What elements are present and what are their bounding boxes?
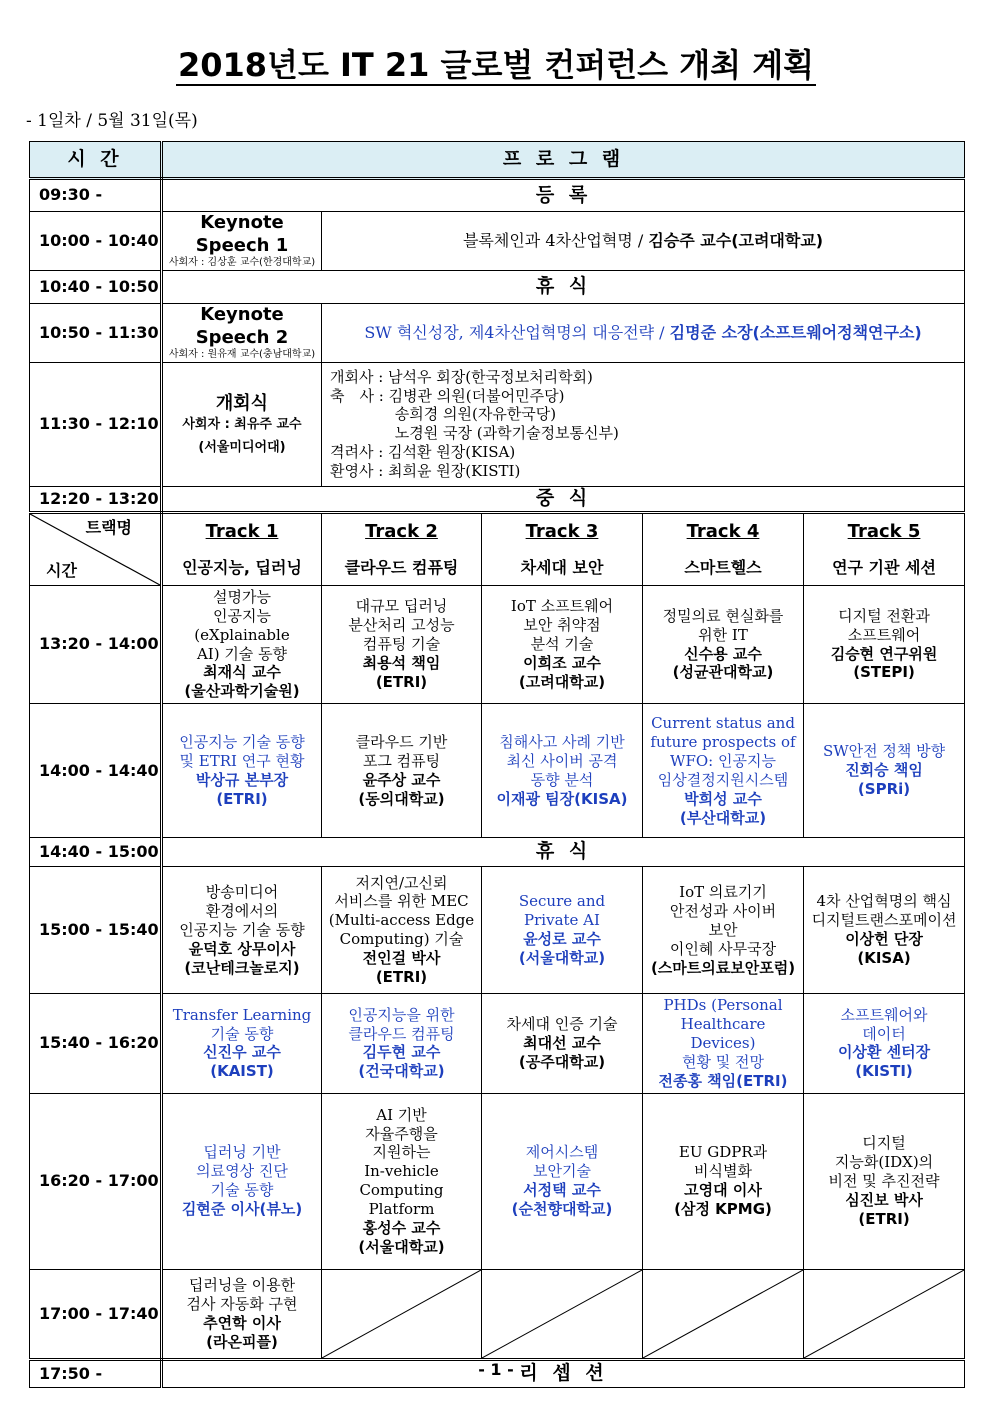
session-cell bbox=[643, 585, 804, 703]
track-header-3 bbox=[482, 512, 643, 585]
session-cell bbox=[643, 867, 804, 994]
session-topic-line: 제어시스템 bbox=[525, 1143, 599, 1162]
time-cell: 10:40 - 10:50 bbox=[30, 270, 162, 303]
session-topic-line: 검사 자동화 구현 bbox=[186, 1294, 298, 1313]
session-topic-line: EU GDPR과 bbox=[678, 1143, 768, 1162]
session-speaker-line: 윤주상 교수 bbox=[362, 770, 441, 789]
session-speaker-line: 서정택 교수 bbox=[523, 1181, 601, 1200]
session-topic-line: 딥러닝을 이용한 bbox=[188, 1275, 296, 1294]
empty-diagonal bbox=[322, 1270, 481, 1358]
session-speaker-line: 최대선 교수 bbox=[523, 1034, 601, 1052]
session-cell bbox=[643, 1093, 804, 1269]
session-topic-line: IoT 소프트웨어 bbox=[510, 597, 614, 616]
session-topic-line: 컴퓨팅 기술 bbox=[362, 635, 441, 654]
session-speaker-line: 이희조 교수 bbox=[523, 653, 601, 672]
session-speaker-line: (동의대학교) bbox=[358, 789, 445, 808]
time-cell: 09:30 - bbox=[30, 179, 162, 212]
break-label: 휴 식 bbox=[162, 838, 965, 867]
session-topic-line: 보안 취약점 bbox=[523, 616, 601, 635]
lunch-label: 중 식 bbox=[162, 486, 965, 512]
session-topic-line: 소프트웨어 bbox=[847, 625, 921, 644]
session-speaker-line: (공주대학교) bbox=[518, 1052, 606, 1071]
time-cell: 10:50 - 11:30 bbox=[30, 303, 162, 362]
session-cell bbox=[482, 585, 643, 703]
session-speaker-line: 신수용 교수 bbox=[684, 644, 762, 663]
session-topic-line: Healthcare Devices) bbox=[680, 1015, 766, 1052]
session-topic-line: 기술 동향 bbox=[210, 1024, 274, 1043]
session-speaker-line: 윤덕호 상무이사 bbox=[188, 939, 296, 958]
opening-line: 환영사 : 최희윤 원장(KISTI) bbox=[330, 462, 521, 481]
session-topic-line: 침해사고 사례 기반 bbox=[499, 732, 625, 751]
session-topic-line: Platform bbox=[368, 1200, 435, 1219]
session-topic-line: AI) 기술 동향 bbox=[196, 644, 288, 663]
session-speaker-line: (부산대학교) bbox=[679, 808, 767, 827]
session-topic-line: 디지털 전환과 bbox=[838, 606, 930, 625]
session-cell bbox=[322, 994, 482, 1093]
session-cell bbox=[804, 585, 965, 703]
session-topic-line: 디지털트랜스포메이션 bbox=[811, 911, 957, 930]
keynote1-topic: 블록체인과 4차산업혁명 / bbox=[462, 230, 649, 250]
track-subtitle: 차세대 보안 bbox=[520, 557, 604, 577]
session-topic-line: 저지연/고신뢰 bbox=[355, 873, 448, 892]
session-speaker-line: 고영대 이사 bbox=[684, 1181, 762, 1200]
session-speaker-line: 최용석 책임 bbox=[362, 653, 441, 672]
keynote2-moderator: 사회자 : 원유재 교수(충남대학교) bbox=[168, 349, 316, 361]
session-topic-line: Computing) 기술 bbox=[339, 930, 464, 949]
session-topic-line: 인공지능 기술 동향 bbox=[179, 920, 305, 939]
session-speaker-line: 김두현 교수 bbox=[362, 1043, 441, 1062]
session-speaker-line: (STEPI) bbox=[853, 663, 915, 682]
session-topic-line: 분산처리 고성능 bbox=[348, 616, 455, 635]
empty-session-cell bbox=[322, 1269, 482, 1359]
session-topic-line: 보안기술 bbox=[533, 1162, 591, 1181]
session-topic-line: IoT 의료기기 bbox=[679, 882, 767, 901]
session-topic-line: 보안 bbox=[708, 920, 738, 939]
session-speaker-line: 추연학 이사 bbox=[203, 1313, 281, 1332]
session-speaker-line: 이상헌 단장 bbox=[845, 930, 923, 949]
track-header-4 bbox=[643, 512, 804, 585]
time-cell: 16:20 - 17:00 bbox=[30, 1093, 162, 1269]
page-number: - 1 - bbox=[478, 1360, 514, 1379]
session-topic-line: 대규모 딥러닝 bbox=[355, 597, 448, 616]
session-cell bbox=[804, 994, 965, 1093]
time-cell: 14:00 - 14:40 bbox=[30, 704, 162, 838]
opening-title-cell bbox=[162, 362, 322, 486]
track-header-1 bbox=[162, 512, 322, 585]
session-topic-line: 의료영상 진단 bbox=[196, 1162, 288, 1181]
track-title: Track 2 bbox=[365, 520, 438, 542]
session-speaker-line: (KISTI) bbox=[855, 1062, 913, 1081]
session-topic-line: 데이터 bbox=[862, 1024, 906, 1043]
session-cell bbox=[643, 994, 804, 1093]
session-cell bbox=[162, 994, 322, 1093]
session-cell bbox=[322, 585, 482, 703]
session-speaker-line: (서울대학교) bbox=[518, 949, 606, 968]
session-speaker-line: 김승현 연구위원 bbox=[830, 644, 938, 663]
session-topic-line: Secure and bbox=[518, 892, 606, 911]
session-cell bbox=[482, 867, 643, 994]
day-subtitle: - 1일차 / 5월 31일(목) bbox=[26, 111, 198, 131]
opening-line: 격려사 : 김석환 원장(KISA) bbox=[330, 443, 516, 462]
opening-moderator-org: (서울미디어대) bbox=[198, 439, 286, 455]
keynote2-topic-cell bbox=[322, 303, 965, 362]
session-speaker-line: (삼정 KPMG) bbox=[674, 1200, 772, 1219]
empty-session-cell bbox=[482, 1269, 643, 1359]
session-topic-line: 차세대 인증 기술 bbox=[506, 1015, 618, 1034]
session-topic-line: 임상결정지원시스템 bbox=[657, 770, 789, 789]
session-topic-line: PHDs (Personal bbox=[663, 996, 783, 1015]
session-topic-line: In-vehicle bbox=[364, 1162, 439, 1181]
session-cell bbox=[162, 704, 322, 838]
session-topic-line: WFO: 인공지능 bbox=[670, 751, 776, 770]
session-cell bbox=[482, 1093, 643, 1269]
opening-moderator: 사회자 : 최유주 교수 bbox=[182, 417, 302, 433]
time-cell: 10:00 - 10:40 bbox=[30, 212, 162, 271]
session-topic-line: 및 ETRI 연구 현황 bbox=[179, 751, 305, 770]
session-speaker-line: (서울대학교) bbox=[358, 1237, 445, 1256]
keynote1-speaker: 김승주 교수(고려대학교) bbox=[648, 230, 824, 250]
session-speaker-line: (코난테크놀로지) bbox=[184, 958, 300, 977]
opening-title: 개회식 bbox=[215, 392, 269, 414]
schedule-table bbox=[29, 141, 965, 1388]
session-speaker-line: (KISA) bbox=[857, 949, 911, 968]
time-cell: 11:30 - 12:10 bbox=[30, 362, 162, 486]
time-cell: 12:20 - 13:20 bbox=[30, 486, 162, 512]
opening-program bbox=[322, 362, 965, 486]
empty-diagonal bbox=[643, 1270, 803, 1358]
session-speaker-line: 박희성 교수 bbox=[684, 789, 762, 808]
session-cell bbox=[643, 704, 804, 838]
session-topic-line: 기술 동향 bbox=[210, 1181, 274, 1200]
track-title: Track 4 bbox=[686, 520, 760, 542]
session-topic-line: 방송미디어 bbox=[205, 882, 279, 901]
session-cell bbox=[804, 867, 965, 994]
time-cell: 17:50 - bbox=[30, 1359, 162, 1387]
session-speaker-line: 김현준 이사(뷰노) bbox=[181, 1200, 303, 1219]
session-topic-line: 서비스를 위한 MEC bbox=[334, 892, 469, 911]
session-topic-line: Private AI bbox=[524, 911, 600, 930]
session-speaker-line: 최재식 교수 bbox=[203, 663, 281, 682]
keynote1-title-cell bbox=[162, 212, 322, 271]
corner-time-label: 시간 bbox=[46, 560, 77, 580]
session-topic-line: 자율주행을 bbox=[365, 1124, 438, 1143]
track-title: Track 3 bbox=[525, 520, 599, 542]
session-topic-line: 동향 분석 bbox=[530, 770, 594, 789]
track-header-2 bbox=[322, 512, 482, 585]
empty-diagonal bbox=[804, 1270, 964, 1358]
session-topic-line: SW안전 정책 방향 bbox=[822, 742, 946, 761]
session-topic-line: Current status and bbox=[651, 714, 795, 733]
track-subtitle: 스마트헬스 bbox=[684, 557, 762, 577]
session-cell bbox=[162, 1093, 322, 1269]
session-topic-line: 인공지능을 위한 bbox=[348, 1005, 455, 1024]
header-time: 시 간 bbox=[30, 142, 162, 179]
session-cell bbox=[162, 585, 322, 703]
session-speaker-line: (고려대학교) bbox=[518, 672, 606, 691]
session-cell bbox=[162, 867, 322, 994]
session-speaker-line: 홍성수 교수 bbox=[362, 1218, 441, 1237]
keynote1-title: Keynote Speech 1 bbox=[195, 212, 289, 256]
opening-line: 노경원 국장 (과학기술정보통신부) bbox=[330, 424, 619, 443]
session-topic-line: 인공지능 기술 동향 bbox=[179, 732, 305, 751]
keynote2-title: Keynote Speech 2 bbox=[195, 303, 289, 348]
session-topic-line: 안전성과 사이버 bbox=[669, 901, 777, 920]
opening-line: 송희경 의원(자유한국당) bbox=[330, 405, 557, 424]
track-title: Track 5 bbox=[847, 520, 921, 542]
session-topic-line: 이인혜 사무국장 bbox=[669, 939, 777, 958]
time-cell: 13:20 - 14:00 bbox=[30, 585, 162, 703]
keynote1-moderator: 사회자 : 김상훈 교수(한경대학교) bbox=[168, 257, 316, 269]
opening-line: 축 사 : 김병관 의원(더불어민주당) bbox=[330, 386, 565, 405]
session-speaker-line: (성균관대학교) bbox=[672, 663, 774, 682]
track-corner-cell bbox=[30, 512, 162, 585]
session-speaker-line: (ETRI) bbox=[216, 789, 268, 808]
session-speaker-line: 이재광 팀장(KISA) bbox=[496, 789, 628, 808]
session-speaker-line: (KAIST) bbox=[210, 1062, 274, 1081]
session-topic-line: 디지털 bbox=[862, 1133, 906, 1152]
track-subtitle: 인공지능, 딥러닝 bbox=[182, 557, 302, 577]
session-speaker-line: 이상환 센터장 bbox=[837, 1043, 931, 1062]
session-topic-line: 설명가능 bbox=[213, 587, 271, 606]
session-topic-line: 지능화(IDX)의 bbox=[834, 1152, 934, 1171]
session-cell bbox=[322, 1093, 482, 1269]
session-speaker-line: (스마트의료보안포럼) bbox=[650, 958, 796, 977]
session-topic-line: future prospects of bbox=[650, 732, 796, 751]
session-topic-line: 위한 IT bbox=[698, 625, 748, 644]
session-cell bbox=[804, 1093, 965, 1269]
session-topic-line: 딥러닝 기반 bbox=[203, 1143, 281, 1162]
session-topic-line: 비전 및 추진전략 bbox=[828, 1171, 940, 1190]
session-topic-line: 4차 산업혁명의 핵심 bbox=[816, 892, 952, 911]
session-speaker-line: (순천향대학교) bbox=[511, 1200, 613, 1219]
session-topic-line: 환경에서의 bbox=[205, 901, 279, 920]
time-cell: 15:40 - 16:20 bbox=[30, 994, 162, 1093]
session-speaker-line: 심진보 박사 bbox=[845, 1190, 923, 1209]
session-topic-line: 인공지능(eXplainable bbox=[194, 606, 290, 644]
track-title: Track 1 bbox=[205, 520, 279, 542]
session-speaker-line: 전종홍 책임(ETRI) bbox=[658, 1071, 788, 1090]
empty-diagonal bbox=[482, 1270, 642, 1358]
session-topic-line: 클라우드 기반 bbox=[355, 732, 448, 751]
break-label: 휴 식 bbox=[162, 270, 965, 303]
session-topic-line: 최신 사이버 공격 bbox=[506, 751, 618, 770]
session-cell bbox=[482, 994, 643, 1093]
session-speaker-line: 전인걸 박사 bbox=[362, 949, 441, 968]
session-topic-line: 정밀의료 현실화를 bbox=[662, 606, 784, 625]
time-cell: 15:00 - 15:40 bbox=[30, 867, 162, 994]
session-speaker-line: (ETRI) bbox=[375, 968, 428, 986]
track-subtitle: 클라우드 컴퓨팅 bbox=[344, 557, 459, 577]
session-speaker-line: (건국대학교) bbox=[358, 1062, 445, 1081]
session-cell bbox=[162, 1269, 322, 1359]
session-speaker-line: (ETRI) bbox=[858, 1209, 910, 1228]
session-speaker-line: 박상규 본부장 bbox=[195, 770, 289, 789]
session-topic-line: Transfer Learning bbox=[172, 1005, 312, 1024]
session-topic-line: Computing bbox=[359, 1181, 444, 1200]
empty-session-cell bbox=[643, 1269, 804, 1359]
track-subtitle: 연구 기관 세션 bbox=[832, 557, 936, 577]
session-speaker-line: 윤성로 교수 bbox=[523, 930, 601, 949]
session-topic-line: 비식별화 bbox=[694, 1162, 752, 1181]
reception-label: 리 셉 션 bbox=[162, 1359, 965, 1387]
time-cell: 14:40 - 15:00 bbox=[30, 838, 162, 867]
session-speaker-line: (ETRI) bbox=[375, 672, 428, 691]
document-title: 2018년도 IT 21 글로벌 컨퍼런스 개최 계획 bbox=[177, 46, 815, 84]
registration-label: 등 록 bbox=[162, 179, 965, 212]
session-speaker-line: 진회승 책임 bbox=[845, 761, 923, 780]
session-topic-line: 현황 및 전망 bbox=[682, 1052, 764, 1071]
session-cell bbox=[804, 704, 965, 838]
session-speaker-line: (SPRi) bbox=[857, 780, 911, 799]
session-cell bbox=[322, 704, 482, 838]
session-topic-line: (Multi-access Edge bbox=[328, 911, 475, 930]
time-cell: 17:00 - 17:40 bbox=[30, 1269, 162, 1359]
keynote1-topic-cell bbox=[322, 212, 965, 271]
session-speaker-line: 신진우 교수 bbox=[203, 1043, 281, 1062]
session-speaker-line: (라온피플) bbox=[206, 1332, 278, 1351]
keynote2-speaker: 김명준 소장(소프트웨어정책연구소) bbox=[669, 322, 922, 342]
empty-session-cell bbox=[804, 1269, 965, 1359]
corner-track-label: 트랙명 bbox=[85, 517, 132, 537]
header-program: 프 로 그 램 bbox=[162, 142, 965, 179]
keynote2-topic: SW 혁신성장, 제4차산업혁명의 대응전략 / bbox=[364, 322, 670, 342]
session-cell bbox=[322, 867, 482, 994]
keynote2-title-cell bbox=[162, 303, 322, 362]
track-header-5 bbox=[804, 512, 965, 585]
session-cell bbox=[482, 704, 643, 838]
session-speaker-line: (울산과학기술원) bbox=[184, 682, 300, 701]
session-topic-line: AI 기반 bbox=[376, 1105, 427, 1124]
session-topic-line: 분석 기술 bbox=[530, 635, 594, 654]
session-topic-line: 클라우드 컴퓨팅 bbox=[348, 1024, 455, 1043]
session-topic-line: 포그 컴퓨팅 bbox=[362, 751, 441, 770]
opening-line: 개회사 : 남석우 회장(한국정보처리학회) bbox=[330, 367, 593, 386]
session-topic-line: 소프트웨어와 bbox=[840, 1005, 928, 1024]
session-topic-line: 지원하는 bbox=[372, 1143, 431, 1162]
